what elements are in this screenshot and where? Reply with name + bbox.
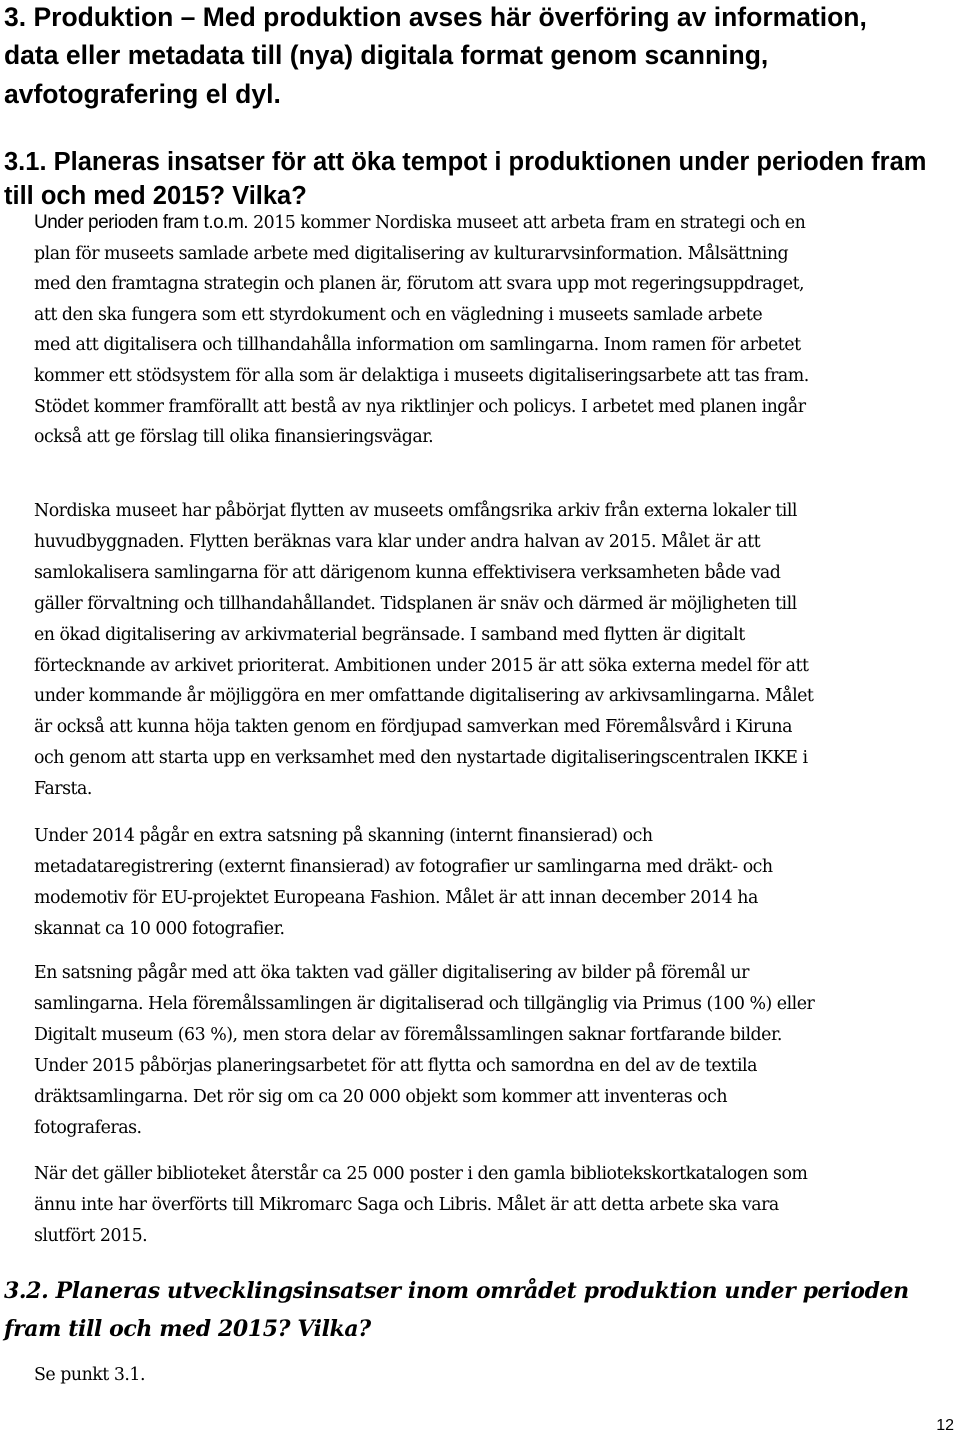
paragraph-line: metadataregistrering (externt finansierad) av fotografier ur samlingarna med dräkt- och xyxy=(34,856,773,877)
paragraph-line: kommer ett stödsystem för alla som är delaktiga i museets digitaliseringsarbete att tas fram. xyxy=(34,365,809,386)
paragraph-line: också att ge förslag till olika finansieringsvägar. xyxy=(34,427,434,448)
paragraph-line: Stödet kommer framförallt att bestå av nya riktlinjer och policys. I arbetet med planen ingår xyxy=(34,396,806,417)
heading-line: fram till och med 2015? Vilka? xyxy=(4,1316,371,1342)
subsection-heading-3-1 xyxy=(4,145,954,213)
paragraph-archive xyxy=(34,496,960,805)
heading-line: avfotografering el dyl. xyxy=(4,78,281,109)
paragraph-line: en ökad digitalisering av arkivmaterial begränsade. I samband med flytten är digitalt xyxy=(34,624,745,645)
paragraph-line: med den framtagna strategin och planen är, förutom att svara upp mot regeringsuppdraget, xyxy=(34,274,805,295)
heading-line: 3.1. Planeras insatser för att öka tempot i produktionen under perioden fram xyxy=(4,148,927,176)
paragraph-line: huvudbyggnaden. Flytten beräknas vara klar under andra halvan av 2015. Målet är att xyxy=(34,531,761,552)
paragraph-library xyxy=(34,1159,960,1252)
paragraph-line: plan för museets samlade arbete med digitalisering av kulturarvsinformation. Målsättning xyxy=(34,243,789,264)
paragraph-text: 2015 kommer Nordiska museet att arbeta fram en strategi och en xyxy=(248,213,806,233)
paragraph-line: och genom att starta upp en verksamhet med den nystartade digitaliseringscentralen IKKE i xyxy=(34,748,808,769)
see-reference: Se punkt 3.1. xyxy=(34,1365,146,1385)
paragraph-line xyxy=(34,208,960,239)
paragraph-line: dräktsamlingarna. Det rör sig om ca 20 000 objekt som kommer att inventeras och xyxy=(34,1086,728,1107)
paragraph-fashion xyxy=(34,821,960,945)
paragraph-line: är också att kunna höja takten genom en fördjupad samverkan med Föremålsvård i Kiruna xyxy=(34,717,793,738)
paragraph-line: Nordiska museet har påbörjat flytten av museets omfångsrika arkiv från externa lokaler till xyxy=(34,501,797,521)
paragraph-line: När det gäller biblioteket återstår ca 25 000 poster i den gamla bibliotekskortkatalogen som xyxy=(34,1164,808,1184)
heading-line: 3.2. Planeras utvecklingsinsatser inom området produktion under perioden xyxy=(4,1278,909,1304)
paragraph-line: Under 2014 pågår en extra satsning på skanning (internt finansierad) och xyxy=(34,826,653,846)
paragraph-line: Under 2015 påbörjas planeringsarbetet för att flytta och samordna en del av de textila xyxy=(34,1055,757,1076)
paragraph-line: samlokalisera samlingarna för att därigenom kunna effektivisera verksamheten både vad xyxy=(34,562,781,583)
paragraph-line: förtecknande av arkivet prioriterat. Ambitionen under 2015 är att söka externa medel för att xyxy=(34,655,809,676)
heading-line: till och med 2015? Vilka? xyxy=(4,182,307,210)
paragraph-line: En satsning pågår med att öka takten vad gäller digitalisering av bilder på föremål ur xyxy=(34,963,749,983)
paragraph-line: att den ska fungera som ett styrdokument och en vägledning i museets samlade arbete xyxy=(34,304,763,325)
paragraph-line: gäller förvaltning och tillhandahållandet. Tidsplanen är snäv och därmed är möjligheten till xyxy=(34,593,797,614)
section-heading-3 xyxy=(4,0,954,113)
paragraph-strategy xyxy=(34,208,960,453)
paragraph-line: Digitalt museum (63 %), men stora delar av föremålssamlingen saknar fortfarande bilder. xyxy=(34,1024,782,1045)
heading-line: 3. Produktion – Med produktion avses här överföring av information, xyxy=(4,2,867,32)
paragraph-line: Farsta. xyxy=(34,779,92,800)
paragraph-objects xyxy=(34,958,960,1143)
paragraph-line: skannat ca 10 000 fotografier. xyxy=(34,918,285,939)
heading-line: data eller metadata till (nya) digitala format genom scanning, xyxy=(4,40,769,71)
paragraph-line: samlingarna. Hela föremålssamlingen är digitaliserad och tillgänglig via Primus (100 %) eller xyxy=(34,993,815,1014)
paragraph-line: fotograferas. xyxy=(34,1117,142,1138)
paragraph-line: slutfört 2015. xyxy=(34,1225,148,1246)
paragraph-line: med att digitalisera och tillhandahålla information om samlingarna. Inom ramen för arbetet xyxy=(34,335,801,356)
paragraph-line: ännu inte har överförts till Mikromarc Saga och Libris. Målet är att detta arbete ska vara xyxy=(34,1194,779,1215)
subsection-heading-3-2 xyxy=(4,1272,954,1348)
page-number: 12 xyxy=(936,1417,954,1434)
paragraph-line: under kommande år möjliggöra en mer omfattande digitalisering av arkivsamlingarna. Målet xyxy=(34,686,814,707)
paragraph-line: modemotiv för EU-projektet Europeana Fashion. Målet är att innan december 2014 ha xyxy=(34,887,758,908)
paragraph-lead: Under perioden fram t.o.m. xyxy=(34,212,249,233)
